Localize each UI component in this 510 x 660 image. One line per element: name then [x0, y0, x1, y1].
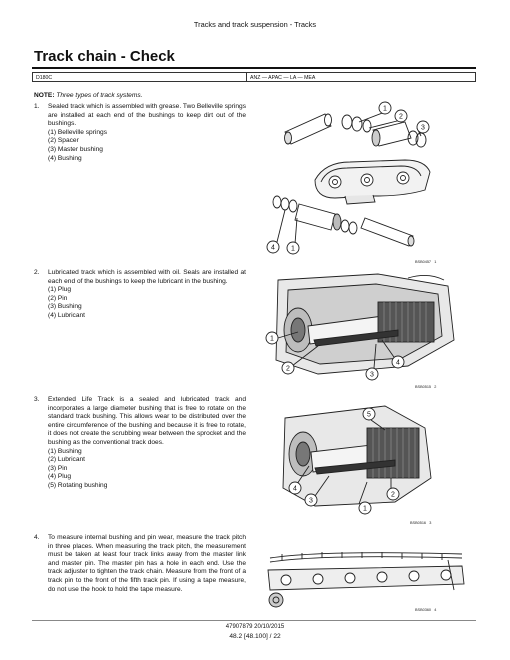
spacer [363, 120, 371, 132]
legend-item: (2) Pin [48, 294, 68, 302]
figure-sealed-track [255, 100, 465, 260]
figure-track-pitch-measure [262, 540, 472, 608]
step-3 [34, 396, 246, 491]
step-number: 3. [34, 396, 40, 403]
figure-lubricated-track [258, 270, 468, 382]
title-rule [32, 67, 476, 69]
callout: 1 [363, 505, 367, 513]
footer-page-number: 48.2 [48.100] / 22 [229, 633, 281, 640]
legend-item: (4) Lubricant [48, 311, 86, 319]
note-text: Three types of track systems. [56, 92, 143, 99]
page-title: Track chain - Check [34, 48, 175, 65]
step-number: 1. [34, 103, 40, 110]
step-number: 4. [34, 534, 40, 541]
step-text: Sealed track which is assembled with grease. Two Belleville springs are installed at each end of the bushings to keep dirt out of the bushings. [48, 103, 246, 128]
applicability-bar [32, 72, 476, 82]
step-text: Extended Life Track is a sealed and lubricated track and incorporates a large diameter bushing that is free to rotate on the standard track bushing. This allows wear to be distributed over the entire circumference of the bushing and because it is free to rotate, it does not create the scrubbing wear between the sprocket and the bushing as the conventional track does. [48, 396, 246, 446]
bushing [295, 204, 335, 230]
step-number: 2. [34, 269, 40, 276]
step-2 [34, 269, 246, 321]
pin-top [285, 114, 332, 144]
footer-doc-code: 47907879 20/10/2015 [225, 624, 285, 630]
figure-number: 3 [429, 521, 432, 525]
legend-item: (3) Pin [48, 464, 68, 472]
callout: 4 [396, 359, 400, 367]
figure-number: 2 [434, 385, 437, 389]
note [34, 92, 142, 99]
legend-item: (3) Master bushing [48, 145, 103, 153]
running-header: Tracks and track suspension - Tracks [193, 20, 317, 29]
rotating-bushing [367, 428, 419, 478]
figure-number: 4 [434, 608, 437, 612]
legend-item: (1) Plug [48, 286, 72, 294]
callout: 1 [291, 245, 295, 253]
step-text: Lubricated track which is assembled with oil. Seals are installed at each end of the bushings to keep the lubricant in the bushing. [48, 269, 246, 285]
model-code: D180C [36, 74, 53, 81]
legend-item: (4) Bushing [48, 154, 82, 162]
figure-caption [415, 260, 436, 264]
track-links [315, 160, 430, 204]
callout: 3 [309, 497, 313, 505]
step-4 [34, 534, 246, 594]
idler-wheel [269, 593, 283, 607]
callout: 3 [370, 371, 374, 379]
track-chain [268, 566, 464, 590]
step-text: To measure internal bushing and pin wear, measure the track pitch in three places. When measuring the track pitch, the measurement must be taken at least four track links away from the master link and master pin. The master pin has a hole in each end. Use the track adjuster to tighten the track chain. Measure from the front of a track pin to the front of the fifth track pin. If using a tape measure, do not use the hook to hold the tape measure. [48, 534, 246, 593]
callout: 4 [271, 244, 275, 252]
spring [352, 117, 362, 131]
legend-item: (4) Plug [48, 473, 72, 481]
figure-code: BSB0516 [410, 521, 427, 525]
callout: 5 [367, 411, 371, 419]
figure-caption [415, 608, 436, 612]
legend-item: (2) Spacer [48, 137, 79, 145]
region-list: ANZ — APAC — LA — MEA [250, 74, 316, 81]
callout: 1 [270, 335, 274, 343]
spring [342, 115, 352, 129]
legend-item: (1) Belleville springs [48, 128, 107, 136]
legend-item: (2) Lubricant [48, 456, 86, 464]
step-1 [34, 103, 246, 163]
callout: 4 [293, 485, 297, 493]
callout: 2 [286, 365, 290, 373]
callout: 2 [399, 113, 403, 121]
legend-item: (3) Bushing [48, 303, 82, 311]
figure-extended-life-track [275, 398, 460, 516]
note-label: NOTE: [34, 92, 55, 99]
legend-item: (5) Rotating bushing [48, 481, 108, 489]
bar-divider [246, 73, 247, 81]
figure-number: 1 [434, 260, 437, 264]
figure-code: BSB0360 [415, 608, 432, 612]
legend-item: (1) Bushing [48, 447, 82, 455]
figure-code: BSB0515 [415, 385, 432, 389]
figure-code: BSB0457 [415, 260, 432, 264]
figure-caption [410, 521, 431, 525]
callout: 2 [391, 491, 395, 499]
figure-caption [415, 385, 436, 389]
pin-bottom [361, 218, 413, 246]
footer-rule [32, 620, 476, 621]
callout: 3 [421, 124, 425, 132]
callout: 1 [383, 105, 387, 113]
